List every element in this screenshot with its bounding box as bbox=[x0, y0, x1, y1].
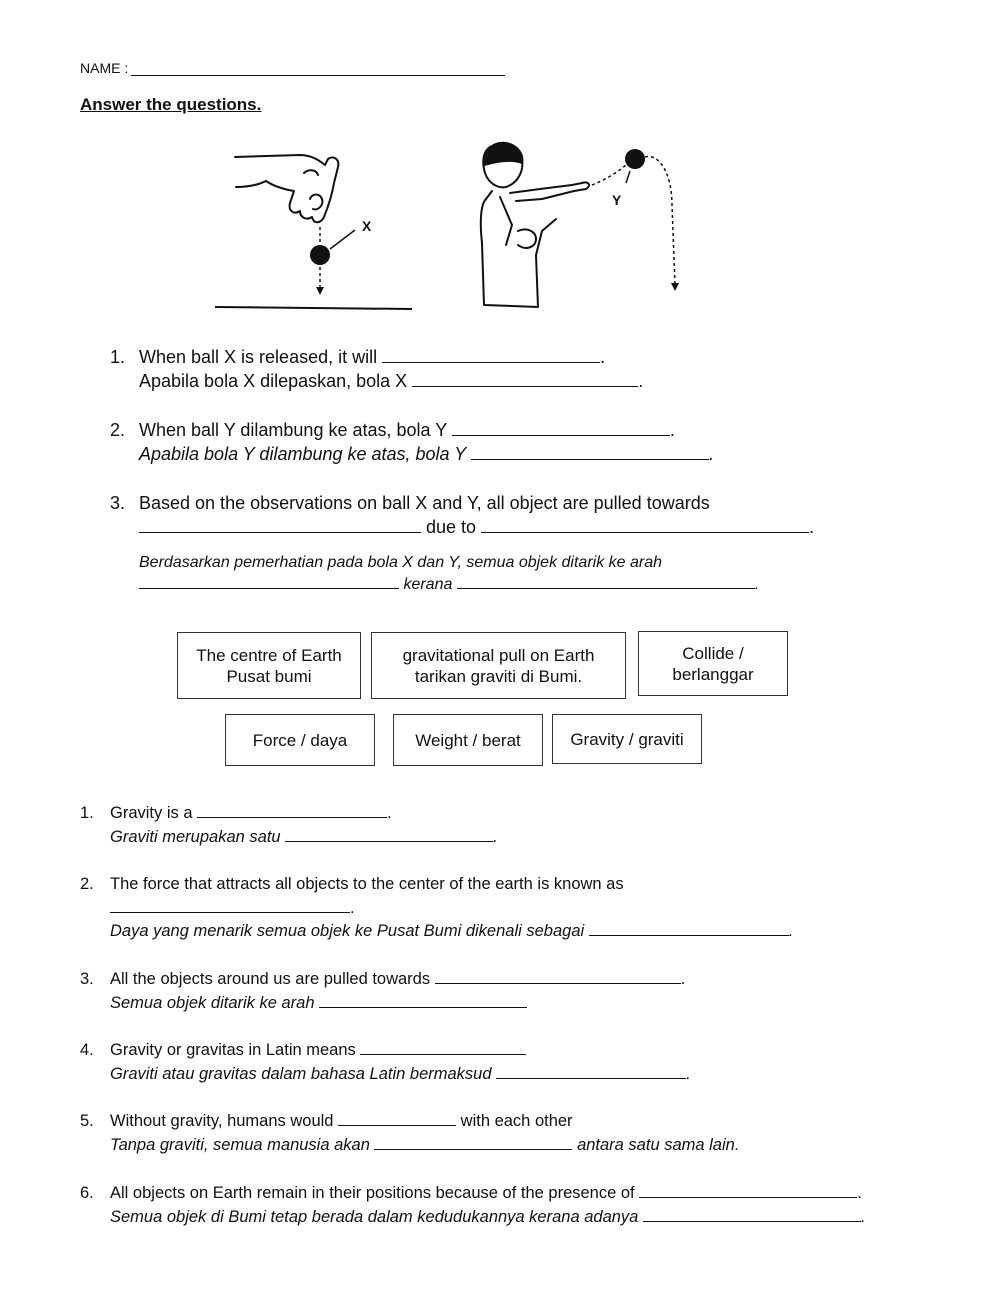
ball-x bbox=[310, 245, 330, 265]
word-box-collide[interactable]: Collide / berlanggar bbox=[638, 631, 788, 696]
word-box-weight[interactable]: Weight / berat bbox=[393, 714, 543, 766]
label-y: Y bbox=[612, 192, 622, 208]
question-text-en: All the objects around us are pulled towards . bbox=[110, 970, 686, 988]
name-field bbox=[80, 60, 505, 76]
question-number: 3. bbox=[110, 493, 126, 513]
word-box-gravitational-pull[interactable]: gravitational pull on Earth tarikan graviti di Bumi. bbox=[371, 632, 626, 699]
page-title: Answer the questions. bbox=[80, 95, 262, 114]
boy-drawing bbox=[481, 143, 589, 307]
question-text-en: All objects on Earth remain in their positions because of the presence of . bbox=[110, 1184, 862, 1202]
question-text-en: The force that attracts all objects to the center of the earth is known as bbox=[110, 875, 624, 893]
question-number: 2. bbox=[80, 875, 94, 893]
answer-blank[interactable] bbox=[360, 1039, 526, 1055]
answer-blank[interactable] bbox=[319, 992, 527, 1008]
answer-blank[interactable] bbox=[452, 420, 670, 436]
question-text-ms: Graviti merupakan satu . bbox=[110, 828, 498, 846]
answer-blank[interactable] bbox=[374, 1134, 572, 1150]
question-text-ms: Tanpa graviti, semua manusia akan antara satu sama lain. bbox=[110, 1136, 740, 1154]
answer-blank[interactable] bbox=[589, 920, 789, 936]
question-text-en-line2: due to . bbox=[139, 515, 814, 540]
word-box-gravity[interactable]: Gravity / graviti bbox=[552, 714, 702, 764]
question-text-ms: Berdasarkan pemerhatian pada bola X dan Y, semua objek ditarik ke arah bbox=[139, 554, 663, 571]
question-text-en: When ball Y dilambung ke atas, bola Y . bbox=[139, 420, 675, 440]
question-text-en: When ball X is released, it will . bbox=[139, 347, 606, 367]
answer-blank[interactable] bbox=[639, 1182, 857, 1198]
question-number: 5. bbox=[80, 1112, 94, 1130]
name-input[interactable] bbox=[131, 61, 505, 76]
question-number: 6. bbox=[80, 1184, 94, 1202]
hand-drawing bbox=[235, 155, 338, 222]
answer-blank[interactable] bbox=[435, 968, 681, 984]
ball-illustration bbox=[200, 135, 700, 320]
question-text-en: Gravity or gravitas in Latin means bbox=[110, 1038, 526, 1062]
answer-blank[interactable] bbox=[412, 371, 638, 387]
question-number: 2. bbox=[110, 420, 126, 440]
question-text-en: Gravity is a . bbox=[110, 804, 392, 822]
ball-y bbox=[625, 149, 645, 169]
answer-blank[interactable] bbox=[457, 573, 755, 589]
question-text-en: Without gravity, humans would with each other bbox=[110, 1112, 573, 1130]
answer-blank[interactable] bbox=[338, 1110, 456, 1126]
question-text-ms-line2: kerana . bbox=[139, 573, 759, 596]
question-number: 3. bbox=[80, 970, 94, 988]
label-x: X bbox=[362, 218, 372, 234]
question-text-en-line2: . bbox=[110, 896, 355, 920]
question-text-ms: Daya yang menarik semua objek ke Pusat Bumi dikenali sebagai . bbox=[110, 922, 794, 940]
answer-blank[interactable] bbox=[643, 1206, 861, 1222]
question-text-ms: Semua objek di Bumi tetap berada dalam kedudukannya kerana adanya . bbox=[110, 1208, 866, 1226]
name-label: NAME : bbox=[80, 60, 129, 76]
answer-blank[interactable] bbox=[471, 444, 709, 460]
question-number: 1. bbox=[110, 347, 126, 367]
question-text-ms: Semua objek ditarik ke arah bbox=[110, 991, 527, 1015]
answer-blank[interactable] bbox=[110, 897, 350, 913]
question-text-ms: Graviti atau gravitas dalam bahasa Latin bermaksud . bbox=[110, 1065, 691, 1083]
answer-blank[interactable] bbox=[139, 517, 421, 533]
question-number: 1. bbox=[80, 804, 94, 822]
answer-blank[interactable] bbox=[139, 573, 399, 589]
question-text-ms: Apabila bola Y dilambung ke atas, bola Y . bbox=[139, 444, 714, 464]
question-text-en: Based on the observations on ball X and Y, all object are pulled towards bbox=[139, 493, 710, 513]
answer-blank[interactable] bbox=[197, 802, 387, 818]
answer-blank[interactable] bbox=[496, 1063, 686, 1079]
question-text-ms: Apabila bola X dilepaskan, bola X . bbox=[139, 371, 644, 391]
word-box-centre-of-earth[interactable]: The centre of Earth Pusat bumi bbox=[177, 632, 361, 699]
answer-blank[interactable] bbox=[382, 347, 600, 363]
word-box-force[interactable]: Force / daya bbox=[225, 714, 375, 766]
question-number: 4. bbox=[80, 1041, 94, 1059]
answer-blank[interactable] bbox=[481, 517, 809, 533]
answer-blank[interactable] bbox=[285, 826, 493, 842]
